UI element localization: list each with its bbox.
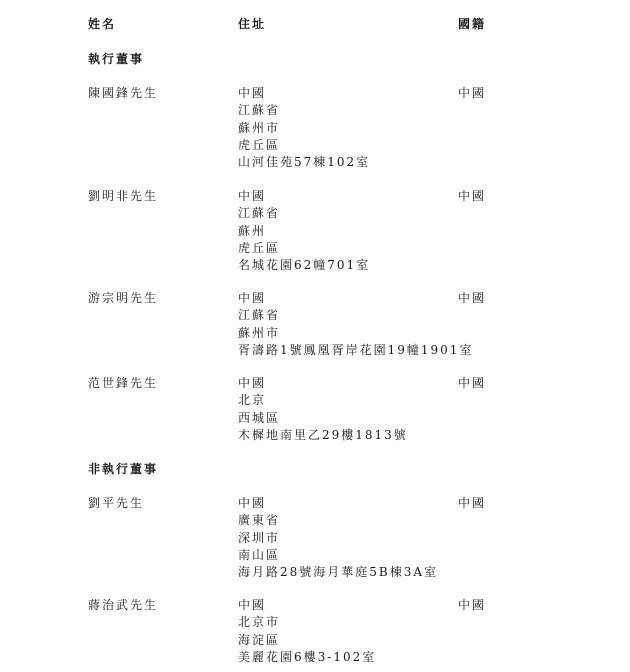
director-address <box>238 188 370 274</box>
director-address <box>238 375 408 444</box>
director-nationality: 中國 <box>458 376 487 390</box>
section-title-non-executive-directors: 非執行董事 <box>88 462 159 476</box>
address-line: 蘇州市 <box>238 120 281 135</box>
header-name: 姓名 <box>88 17 117 31</box>
address-line: 江蘇省 <box>238 206 281 221</box>
director-address <box>238 85 370 171</box>
address-line: 中國 <box>238 189 267 203</box>
address-line: 中國 <box>238 376 267 390</box>
director-name: 蔣治武先生 <box>88 598 159 612</box>
address-line: 美麗花園6樓3-102室 <box>238 649 377 664</box>
director-nationality: 中國 <box>458 86 487 100</box>
address-line: 海淀區 <box>238 632 281 647</box>
address-line: 山河佳苑57棟102室 <box>238 155 371 170</box>
address-line: 蘇州市 <box>238 325 281 340</box>
director-name: 劉明非先生 <box>88 189 159 203</box>
section-title-executive-directors: 執行董事 <box>88 52 145 66</box>
director-nationality: 中國 <box>458 189 487 203</box>
header-nationality: 國籍 <box>458 17 487 31</box>
address-line: 北京 <box>238 393 267 408</box>
address-line: 虎丘區 <box>238 240 281 255</box>
director-name: 范世鋒先生 <box>88 376 159 390</box>
address-line: 北京市 <box>238 615 281 630</box>
address-line: 木樨地南里乙29樓1813號 <box>238 427 408 442</box>
address-line: 中國 <box>238 496 267 510</box>
director-name: 陳國鋒先生 <box>88 86 159 100</box>
director-address <box>238 597 376 666</box>
director-nationality: 中國 <box>458 598 487 612</box>
address-line: 海月路28號海月華庭5B棟3A室 <box>238 565 439 580</box>
address-line: 中國 <box>238 86 267 100</box>
address-line: 廣東省 <box>238 513 281 528</box>
director-nationality: 中國 <box>458 291 487 305</box>
director-address <box>238 495 438 581</box>
director-name: 游宗明先生 <box>88 291 159 305</box>
address-line: 蘇州 <box>238 223 267 238</box>
director-nationality: 中國 <box>458 496 487 510</box>
address-line: 南山區 <box>238 547 281 562</box>
address-line: 江蘇省 <box>238 103 281 118</box>
address-line: 西城區 <box>238 410 281 425</box>
address-line: 深圳市 <box>238 530 281 545</box>
address-line: 中國 <box>238 598 267 612</box>
address-line: 名城花園62幢701室 <box>238 258 371 273</box>
address-line: 江蘇省 <box>238 308 281 323</box>
address-line: 中國 <box>238 291 267 305</box>
header-address: 住址 <box>238 17 267 31</box>
director-address <box>238 290 473 359</box>
director-name: 劉平先生 <box>88 496 145 510</box>
address-line: 胥濤路1號鳳凰胥岸花園19幢1901室 <box>238 342 474 357</box>
address-line: 虎丘區 <box>238 137 281 152</box>
